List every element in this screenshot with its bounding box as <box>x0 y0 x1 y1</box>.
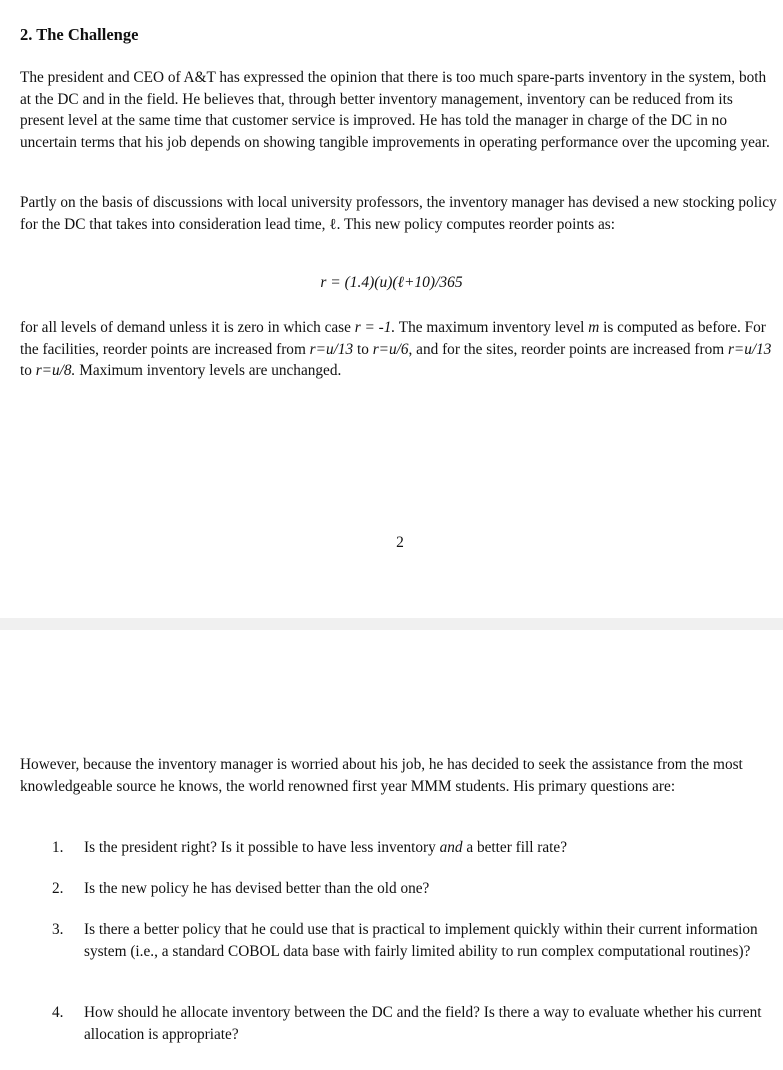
list-item-number: 2. <box>52 880 64 897</box>
text-run: a better fill rate? <box>462 839 568 856</box>
math-run: r = -1. <box>354 319 396 336</box>
reorder-point-equation: r = (1.4)(u)(ℓ+10)/365 <box>320 274 463 291</box>
math-run: r=u/13 <box>309 340 354 358</box>
emphasis-run: and <box>439 839 463 856</box>
text-run: , and for the sites, reorder points are increased from <box>408 340 728 358</box>
paragraph-policy-details <box>20 317 778 382</box>
text-run: The maximum inventory level <box>395 319 589 336</box>
text-run: to <box>353 340 373 358</box>
list-item-number: 1. <box>52 839 64 856</box>
math-run: r=u/8. <box>35 362 76 379</box>
page-separator <box>0 618 783 630</box>
list-item-text <box>84 837 778 859</box>
list-item-number: 4. <box>52 1004 64 1021</box>
document-page-2 <box>0 630 783 1070</box>
list-item-text: Is there a better policy that he could use that is practical to implement quickly within their current information system (i.e., a standard COBOL data base with fairly limited ability to run complex computational routines)? <box>84 921 758 960</box>
text-run: Is the president right? Is it possible to have less inventory <box>84 839 440 856</box>
list-item-text: Is the new policy he has devised better than the old one? <box>84 880 430 897</box>
text-run: Maximum inventory levels are unchanged. <box>75 362 342 379</box>
section-heading: 2. The Challenge <box>20 25 139 44</box>
page-number: 2 <box>396 534 404 551</box>
list-item-text: How should he allocate inventory between the DC and the field? Is there a way to evaluate whether his current allocation is appropriate? <box>84 1004 762 1043</box>
paragraph-new-policy: Partly on the basis of discussions with local university professors, the inventory manager has devised a new stocking policy for the DC that takes into consideration lead time, ℓ. This new policy computes reorder points as: <box>20 194 777 233</box>
text-run: to <box>20 362 36 379</box>
text-run: for all levels of demand unless it is zero in which case <box>20 319 355 336</box>
math-run: r=u/13 <box>727 340 772 358</box>
list-item-number: 3. <box>52 921 64 938</box>
math-run: m <box>588 319 600 336</box>
math-run: r=u/6 <box>372 340 409 358</box>
text-run: is computed as before. For the facilities, reorder points are increased from <box>20 319 766 358</box>
paragraph-seek-assistance: However, because the inventory manager is worried about his job, he has decided to seek the assistance from the most knowledgeable source he knows, the world renowned first year MMM students. His primary questions are: <box>20 756 743 795</box>
paragraph-president-opinion: The president and CEO of A&T has expressed the opinion that there is too much spare-parts inventory in the system, both at the DC and in the field. He believes that, through better inventory management, inventory can be reduced from its present level at the same time that customer service is improved. He has told the manager in charge of the DC in no uncertain terms that his job depends on showing tangible improvements in operating performance over the upcoming year. <box>20 69 770 151</box>
